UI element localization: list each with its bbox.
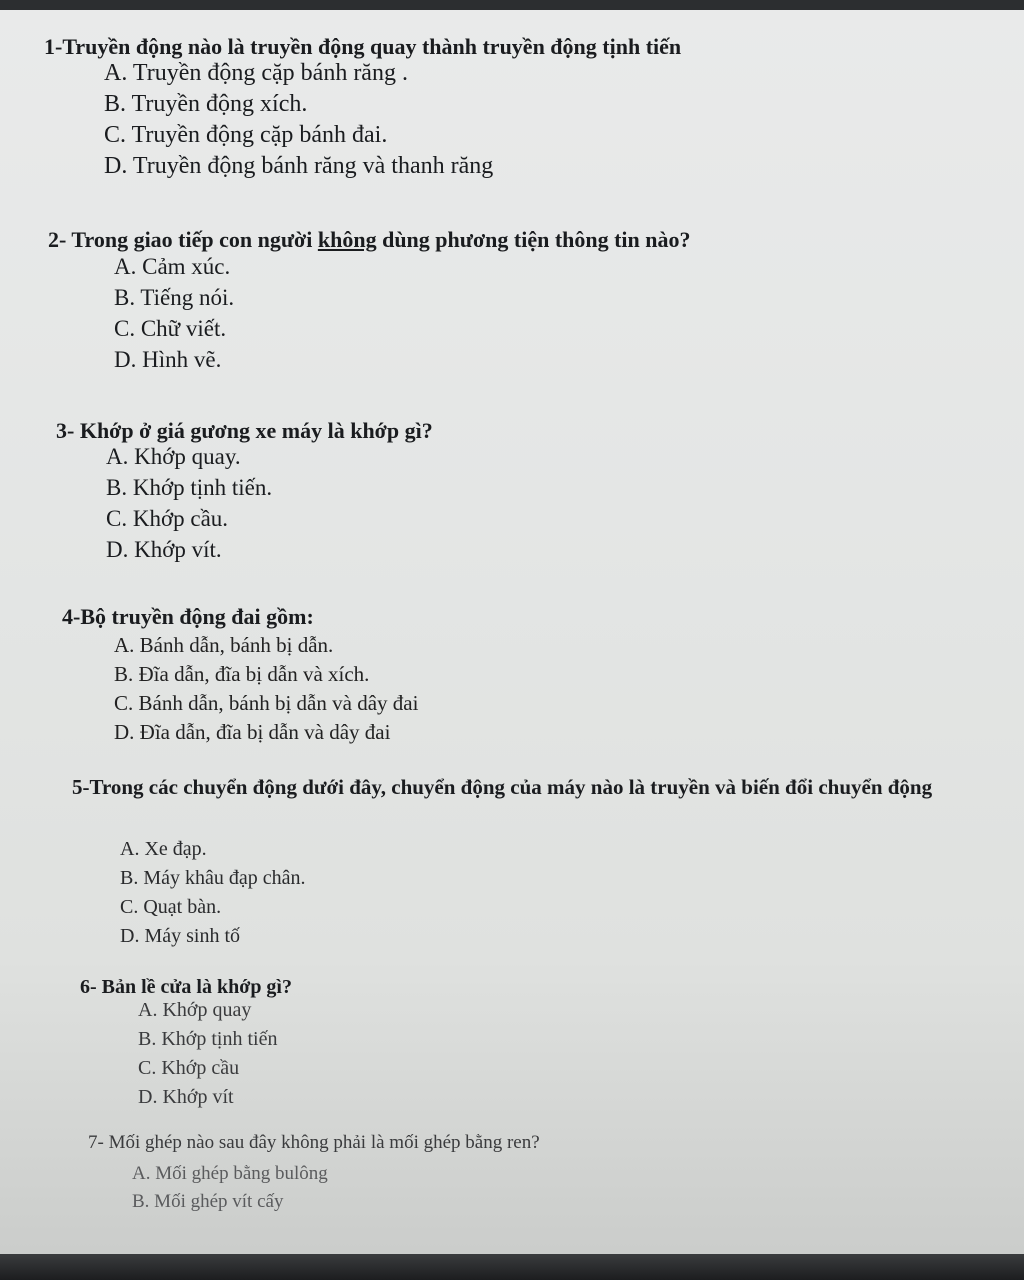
question-6-option-b: B. Khớp tịnh tiến bbox=[138, 1028, 278, 1050]
question-6-option-d: D. Khớp vít bbox=[138, 1086, 234, 1108]
question-7-option-b: B. Mối ghép vít cấy bbox=[132, 1191, 284, 1212]
question-2-options bbox=[114, 251, 234, 375]
question-2-title-emphasis: không bbox=[317, 227, 377, 252]
question-5-title: 5-Trong các chuyển động dưới đây, chuyển động của máy nào là truyền và biến đổi chuyển động bbox=[72, 775, 933, 799]
question-2-option-b: B. Tiếng nói. bbox=[114, 285, 235, 310]
question-7-option-a: A. Mối ghép bằng bulông bbox=[132, 1163, 328, 1184]
question-3-option-c: C. Khớp cầu. bbox=[106, 506, 229, 531]
question-2-option-c: C. Chữ viết. bbox=[114, 316, 227, 341]
question-3-option-d: D. Khớp vít. bbox=[106, 537, 222, 562]
question-1-option-a: A. Truyền động cặp bánh răng . bbox=[104, 60, 408, 86]
question-1-option-c: C. Truyền động cặp bánh đai. bbox=[104, 122, 388, 148]
monitor-top-bezel bbox=[0, 0, 1024, 10]
question-5-option-c: C. Quạt bàn. bbox=[120, 896, 222, 918]
question-4-option-a: A. Bánh dẫn, bánh bị dẫn. bbox=[114, 633, 334, 657]
question-1-option-b: B. Truyền động xích. bbox=[104, 91, 308, 117]
question-3-options bbox=[106, 441, 272, 565]
question-5-option-b: B. Máy khâu đạp chân. bbox=[120, 867, 306, 889]
monitor-bottom-bezel bbox=[0, 1254, 1024, 1280]
question-7-options bbox=[132, 1160, 328, 1216]
question-1-option-d: D. Truyền động bánh răng và thanh răng bbox=[104, 153, 494, 179]
question-5-option-d: D. Máy sinh tố bbox=[120, 925, 240, 947]
question-2-option-a: A. Cảm xúc. bbox=[114, 254, 231, 279]
question-1-options bbox=[104, 58, 493, 182]
question-4-title: 4-Bộ truyền động đai gồm: bbox=[62, 604, 314, 629]
question-4-option-b: B. Đĩa dẫn, đĩa bị dẫn và xích. bbox=[114, 662, 370, 686]
question-2-option-d: D. Hình vẽ. bbox=[114, 347, 222, 372]
question-6-options bbox=[138, 996, 277, 1112]
question-6-option-c: C. Khớp cầu bbox=[138, 1057, 240, 1079]
question-1-title: 1-Truyền động nào là truyền động quay thành truyền động tịnh tiến bbox=[44, 34, 682, 59]
question-5-option-a: A. Xe đạp. bbox=[120, 838, 207, 860]
question-4-option-d: D. Đĩa dẫn, đĩa bị dẫn và dây đai bbox=[114, 720, 391, 744]
question-6-title: 6- Bản lề cửa là khớp gì? bbox=[80, 976, 292, 998]
question-4-option-c: C. Bánh dẫn, bánh bị dẫn và dây đai bbox=[114, 691, 419, 715]
question-7-title: 7- Mối ghép nào sau đây không phải là mối ghép bằng ren? bbox=[88, 1132, 540, 1153]
question-2-title-end: dùng phương tiện thông tin nào? bbox=[376, 227, 691, 252]
question-3-option-a: A. Khớp quay. bbox=[106, 444, 241, 469]
question-3-option-b: B. Khớp tịnh tiến. bbox=[106, 475, 273, 500]
question-4-options bbox=[114, 631, 418, 747]
question-3-title: 3- Khớp ở giá gương xe máy là khớp gì? bbox=[56, 418, 433, 443]
question-6-option-a: A. Khớp quay bbox=[138, 999, 252, 1021]
question-2-title-start: 2- Trong giao tiếp con người bbox=[48, 227, 318, 252]
question-5-options bbox=[120, 835, 306, 951]
quiz-document bbox=[0, 10, 1024, 1254]
